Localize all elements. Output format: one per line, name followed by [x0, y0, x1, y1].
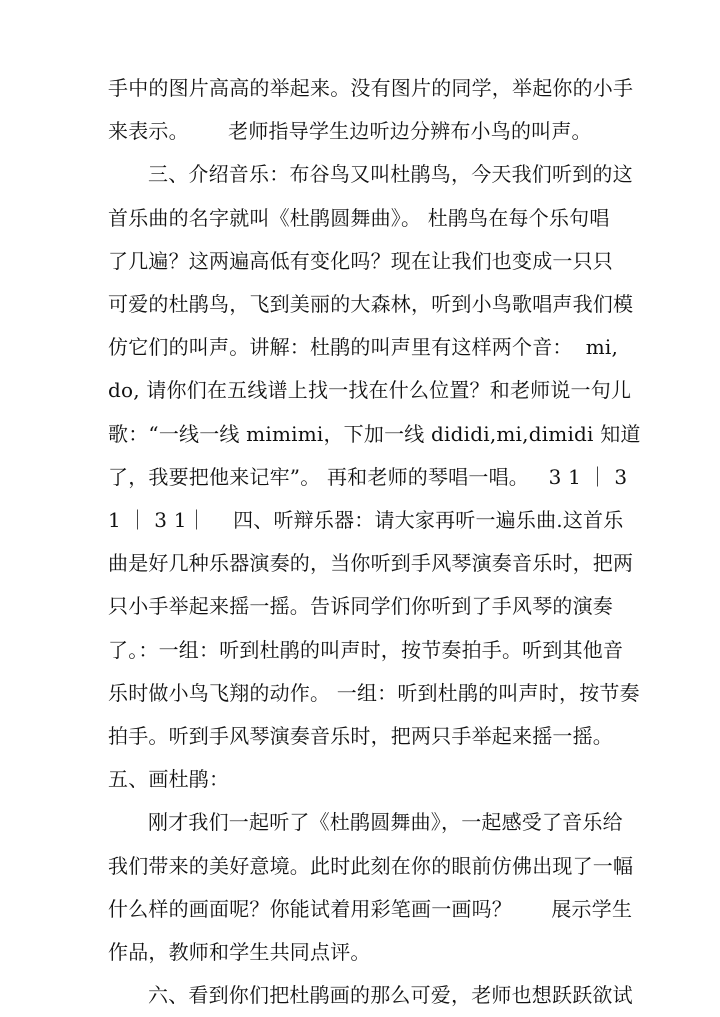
text-line-14: 了。：一组：听到杜鹃的叫声时，按节奏拍手。听到其他音 — [108, 637, 624, 662]
text-line-7: 仿它们的叫声。讲解：杜鹃的叫声里有这样两个音： mi, — [108, 335, 619, 360]
text-line-5: 了几遍？这两遍高低有变化吗？现在让我们也变成一只只 — [108, 248, 613, 273]
text-line-2: 来表示。 老师指导学生边听边分辨布小鸟的叫声。 — [108, 119, 592, 144]
text-line-6: 可爱的杜鹃鸟，飞到美丽的大森林，听到小鸟歌唱声我们模 — [108, 292, 634, 316]
text-line-3: 三、介绍音乐：布谷鸟又叫杜鹃鸟，今天我们听到的这 — [148, 162, 633, 187]
text-line-20: 什么样的画面呢？你能试着用彩笔画一画吗？ 展示学生 — [108, 896, 633, 921]
text-line-1: 手中的图片高高的举起来。没有图片的同学，举起你的小手 — [108, 76, 634, 100]
text-line-18: 刚才我们一起听了《杜鹃圆舞曲》，一起感受了音乐给 — [148, 810, 623, 835]
text-line-15: 乐时做小鸟飞翔的动作。 一组：听到杜鹃的叫声时，按节奏 — [108, 680, 640, 705]
text-line-19: 我们带来的美好意境。此时此刻在你的眼前仿佛出现了一幅 — [108, 853, 634, 878]
text-line-12: 曲是好几种乐器演奏的，当你听到手风琴演奏音乐时，把两 — [108, 551, 634, 576]
section-heading-draw: 五、画杜鹃： — [108, 767, 230, 792]
text-line-13: 只小手举起来摇一摇。告诉同学们你听到了手风琴的演奏 — [108, 594, 613, 619]
text-line-11: 1 ｜ 3 1｜ 四、听辩乐器：请大家再听一遍乐曲.这首乐 — [108, 508, 624, 532]
text-line-21: 作品，教师和学生共同点评。 — [108, 940, 371, 964]
text-line-16: 拍手。听到手风琴演奏音乐时，把两只手举起来摇一摇。 — [108, 724, 613, 748]
text-line-8: do, 请你们在五线谱上找一找在什么位置？和老师说一句儿 — [108, 378, 632, 403]
text-line-9: 歌：“一线一线 mimimi，下加一线 dididi,mi,dimidi 知道 — [108, 421, 641, 446]
text-line-10: 了，我要把他来记牢”。 再和老师的琴唱一唱。 3 1 ｜ 3 — [108, 464, 628, 489]
text-line-22: 六、看到你们把杜鹃画的那么可爱，老师也想跃跃欲试 — [148, 983, 633, 1008]
text-line-4: 首乐曲的名字就叫《杜鹃圆舞曲》。 杜鹃鸟在每个乐句唱 — [108, 205, 610, 230]
